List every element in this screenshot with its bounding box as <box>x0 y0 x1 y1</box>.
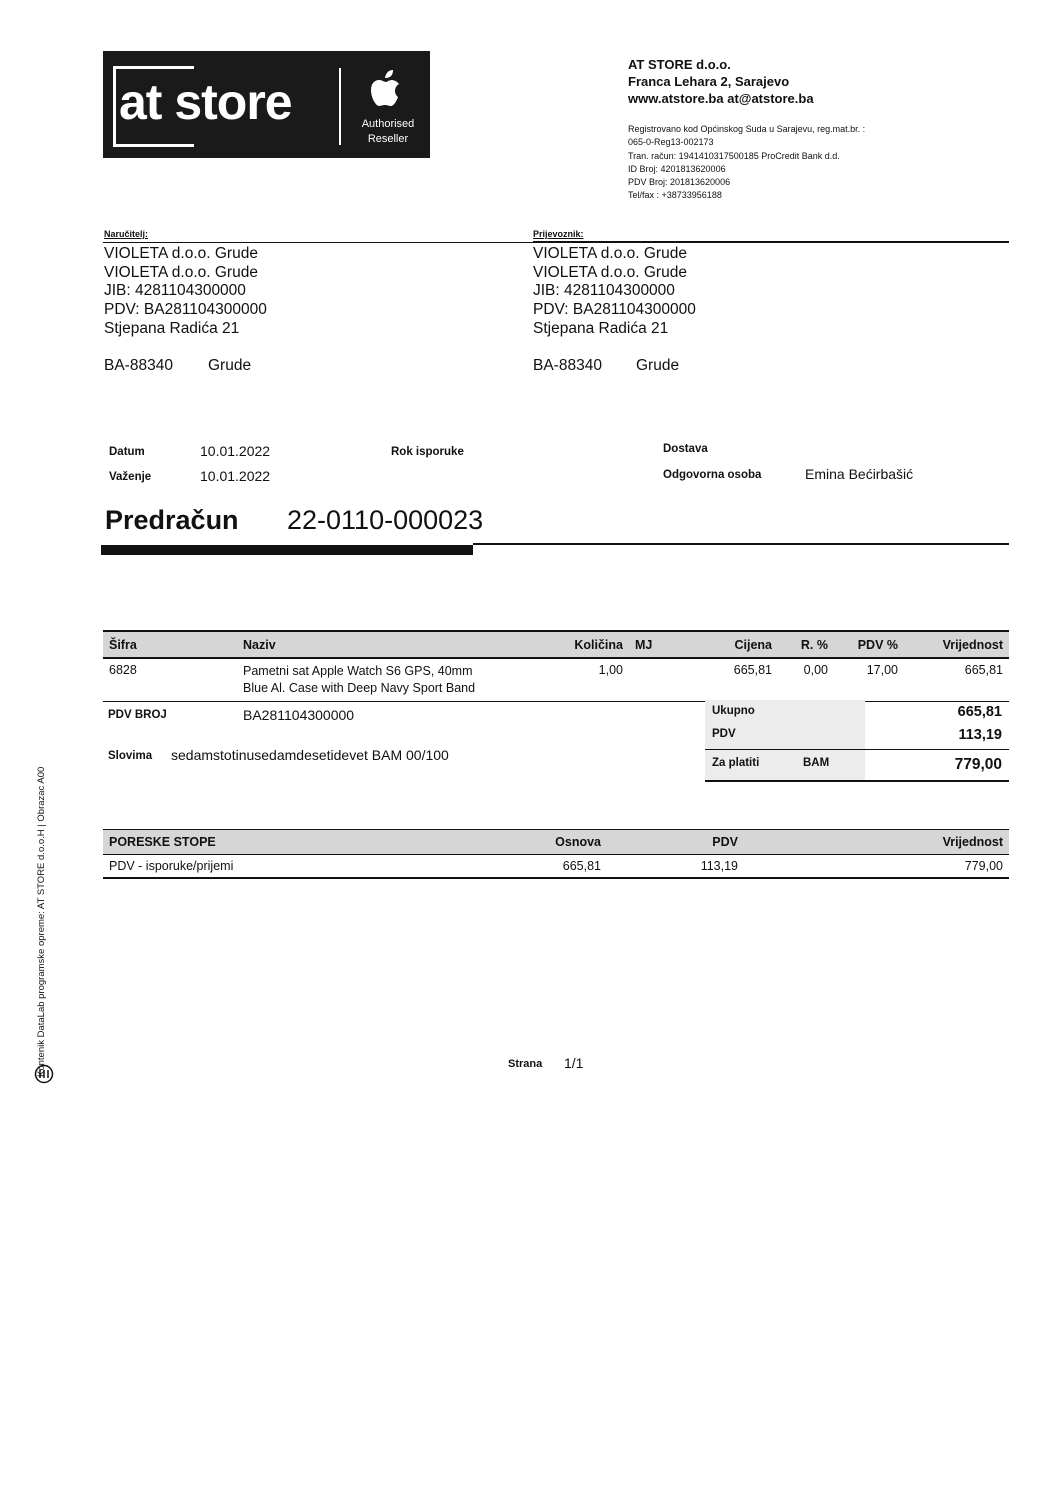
buyer-zip: BA-88340 <box>104 357 173 374</box>
reg-line2: 065-0-Reg13-002173 <box>628 137 714 148</box>
delivery-label: Dostava <box>663 443 708 455</box>
divider-carrier <box>533 241 1009 243</box>
vat-number: PDV Broj: 201813620006 <box>628 177 731 188</box>
company-address: Franca Lehara 2, Sarajevo <box>628 74 790 89</box>
buyer-street: Stjepana Radića 21 <box>104 319 240 337</box>
date-label: Datum <box>109 446 145 458</box>
valid-label: Važenje <box>109 471 152 483</box>
reg-line1: Registrovano kod Općinskog Suda u Sarajevu, reg.mat.br. : <box>628 124 866 134</box>
item-price: 665,81 <box>686 658 778 702</box>
title-bar-thick <box>101 545 473 555</box>
logo-line2: Reseller <box>367 133 409 145</box>
col-qty: Količina <box>521 631 629 658</box>
col-rate-name: PORESKE STOPE <box>103 830 535 855</box>
rate-name: PDV - isporuke/prijemi <box>103 855 535 879</box>
tax-rates-table <box>103 829 1009 879</box>
table-row <box>103 658 1009 702</box>
buyer-jib: JIB: 4281104300000 <box>104 282 246 300</box>
authorised-reseller-text <box>343 117 433 147</box>
rate-vat: 113,19 <box>607 855 744 879</box>
col-code: Šifra <box>103 631 237 658</box>
item-vat: 17,00 <box>834 658 904 702</box>
in-words-value: sedamstotinusedamdesetidevet BAM 00/100 <box>171 747 449 763</box>
company-registration <box>628 123 865 203</box>
datalab-logo-icon <box>34 1064 54 1084</box>
side-text: Kontenik DataLab programske opreme: AT STORE d.o.o.H | Obrazac A00 <box>36 766 47 1077</box>
col-unit: MJ <box>629 631 686 658</box>
pay-value: 779,00 <box>954 756 1002 773</box>
item-name-line2: Blue Al. Case with Deep Navy Sport Band <box>243 681 476 695</box>
pay-label: Za platiti <box>712 757 760 769</box>
telephone: Tel/fax : +38733956188 <box>628 190 722 201</box>
logo-line1: Authorised <box>361 118 415 130</box>
logo-divider <box>339 68 341 145</box>
item-name-line1: Pametni sat Apple Watch S6 GPS, 40mm <box>243 664 473 678</box>
company-web: www.atstore.ba at@atstore.ba <box>628 91 814 106</box>
totals-divider <box>705 749 1009 750</box>
company-name: AT STORE d.o.o. <box>628 57 731 72</box>
vat-value: 113,19 <box>958 727 1002 743</box>
items-header-row <box>103 631 1009 658</box>
item-qty: 1,00 <box>521 658 629 702</box>
vat-label: PDV <box>712 728 736 740</box>
rate-base: 665,81 <box>535 855 607 879</box>
col-base: Osnova <box>535 830 607 855</box>
item-value: 665,81 <box>904 658 1009 702</box>
carrier-pdv: PDV: BA281104300000 <box>533 301 696 319</box>
item-discount: 0,00 <box>778 658 834 702</box>
buyer-label: Naručitelj: <box>104 229 149 239</box>
item-code: 6828 <box>103 658 237 702</box>
page-number: 1/1 <box>564 1055 584 1071</box>
item-name <box>237 658 521 702</box>
date-value: 10.01.2022 <box>200 443 271 459</box>
totals-bottom-line <box>705 780 1009 782</box>
col-value: Vrijednost <box>904 631 1009 658</box>
title-bar-thin <box>473 543 1009 545</box>
carrier-label: Prijevoznik: <box>533 229 584 239</box>
table-row <box>103 855 1009 879</box>
carrier-street: Stjepana Radića 21 <box>533 319 669 337</box>
item-unit <box>629 658 686 702</box>
rate-value: 779,00 <box>744 855 1009 879</box>
logo-text: at store <box>119 74 292 130</box>
carrier-line1: VIOLETA d.o.o. Grude <box>533 245 687 262</box>
pay-currency: BAM <box>803 757 830 769</box>
col-rate-value: Vrijednost <box>744 830 1009 855</box>
buyer-line2: VIOLETA d.o.o. Grude <box>104 263 258 281</box>
items-table <box>103 630 1009 702</box>
total-label: Ukupno <box>712 705 755 717</box>
apple-logo-icon <box>362 65 412 115</box>
company-header <box>628 56 814 107</box>
col-name: Naziv <box>237 631 521 658</box>
buyer-city: Grude <box>208 357 252 374</box>
id-number: ID Broj: 4201813620006 <box>628 163 726 174</box>
pdv-number-value: BA281104300000 <box>243 707 355 723</box>
pdv-number-label: PDV BROJ <box>108 709 167 721</box>
buyer-block <box>104 245 267 339</box>
bank-account: Tran. račun: 1941410317500185 ProCredit Bank d.d. <box>628 150 840 161</box>
document-number: 22-0110-000023 <box>287 505 484 535</box>
col-price: Cijena <box>686 631 778 658</box>
person-label: Odgovorna osoba <box>663 469 762 481</box>
carrier-line2: VIOLETA d.o.o. Grude <box>533 263 687 281</box>
carrier-zip: BA-88340 <box>533 357 602 374</box>
buyer-line1: VIOLETA d.o.o. Grude <box>104 245 258 262</box>
in-words-label: Slovima <box>108 750 153 762</box>
document-title: Predračun <box>105 505 239 535</box>
store-logo <box>103 51 430 158</box>
col-vat: PDV % <box>834 631 904 658</box>
total-value: 665,81 <box>957 704 1002 720</box>
person-value: Emina Bećirbašić <box>805 466 914 482</box>
carrier-city: Grude <box>636 357 680 374</box>
rates-header-row <box>103 830 1009 855</box>
page-label: Strana <box>508 1058 543 1070</box>
col-discount: R. % <box>778 631 834 658</box>
delivery-term-label: Rok isporuke <box>391 446 464 458</box>
valid-value: 10.01.2022 <box>200 468 271 484</box>
buyer-pdv: PDV: BA281104300000 <box>104 301 267 319</box>
carrier-block <box>533 245 696 339</box>
carrier-jib: JIB: 4281104300000 <box>533 282 675 300</box>
col-rate-vat: PDV <box>607 830 744 855</box>
